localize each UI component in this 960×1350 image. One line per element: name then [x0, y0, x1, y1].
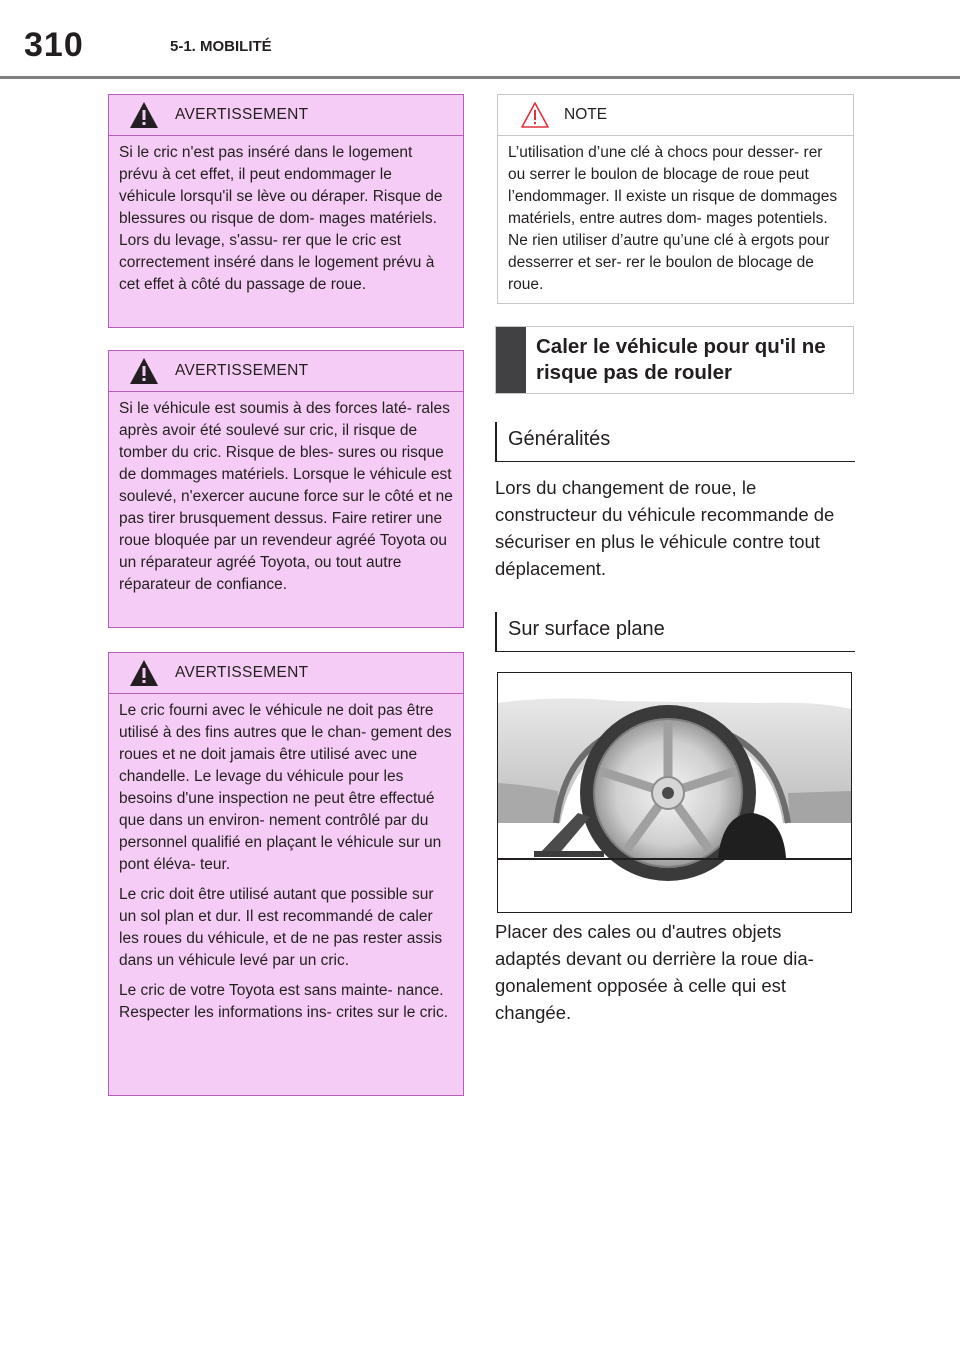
- note-title: NOTE: [564, 106, 608, 123]
- warning-paragraph: Le cric fourni avec le véhicule ne doit pas être utilisé à des fins autres que le chan- gement des roues et ne doit jamais être utilisé avec une chandelle. Le levage du véhicule pour les besoins d'une inspection ne peut être effectué que dans un environ- nement contrôlé par du personnel qualifié en plaçant le véhicule sur un pont éléva- teur.: [119, 702, 452, 873]
- subheading-generalites: [495, 422, 855, 462]
- section-heading-text: Caler le véhicule pour qu'il ne risque pas de rouler: [536, 335, 826, 384]
- generalites-paragraph: Lors du changement de roue, le constructeur du véhicule recommande de sécuriser en plus le véhicule contre tout déplacement.: [495, 477, 835, 579]
- warning-paragraph: Si le cric n'est pas inséré dans le logement prévu à cet effet, il peut endommager le véhicule lorsqu'il se lève ou déraper. Risque de blessures ou risque de dom- mages matériels. Lors du levage, s'assu- rer que le cric est correctement inséré dans le logement prévu à cet effet à côté du passage de roue.: [119, 144, 443, 293]
- warning-box-lateral-forces: [108, 350, 464, 628]
- note-box: [497, 94, 854, 304]
- note-text: L’utilisation d’une clé à chocs pour desser- rer ou serrer le boulon de blocage de roue peut l’endommager. Il existe un risque de dommages matériels, entre autres dom- mages potentiels. Ne rien utiliser d’autre qu’une clé à ergots pour desserrer et ser- rer le boulon de blocage de roue.: [508, 144, 838, 293]
- warning-header: [109, 351, 463, 392]
- chapter-title: 5-1. MOBILITÉ: [170, 38, 272, 55]
- warning-body: [109, 392, 463, 604]
- caution-triangle-icon: [520, 101, 550, 129]
- section-heading-bar: [496, 327, 526, 393]
- subheading-surface-plane: [495, 612, 855, 652]
- section-heading: [495, 326, 854, 394]
- warning-triangle-icon: [129, 101, 159, 129]
- warning-paragraph: Le cric doit être utilisé autant que possible sur un sol plan et dur. Il est recommandé de caler les roues du véhicule, et de ne pas rester assis dans un véhicule levé par un cric.: [119, 886, 443, 969]
- note-body: [498, 136, 853, 304]
- header-divider: [0, 76, 960, 79]
- warning-header: [109, 95, 463, 136]
- warning-box-jack-usage: [108, 652, 464, 1096]
- warning-header: [109, 653, 463, 694]
- warning-body: [109, 694, 463, 1032]
- page-header: [0, 0, 960, 80]
- note-header: [498, 95, 853, 136]
- wheel-chock-illustration: [497, 672, 852, 913]
- warning-title: AVERTISSEMENT: [175, 106, 309, 123]
- warning-triangle-icon: [129, 659, 159, 687]
- warning-paragraph: Le cric de votre Toyota est sans mainte- nance. Respecter les informations ins- crites sur le cric.: [119, 982, 449, 1021]
- page-number: 310: [24, 26, 84, 64]
- subheading-text: Sur surface plane: [508, 618, 665, 640]
- warning-title: AVERTISSEMENT: [175, 362, 309, 379]
- car-wheel-chock-image: [498, 673, 851, 912]
- warning-body: [109, 136, 463, 304]
- warning-box-jack-insertion: [108, 94, 464, 328]
- subheading-text: Généralités: [508, 428, 611, 450]
- figure-caption: Placer des cales ou d'autres objets adaptés devant ou derrière la roue dia- gonalement opposée à celle qui est changée.: [495, 921, 814, 1023]
- warning-paragraph: Si le véhicule est soumis à des forces laté- rales après avoir été soulevé sur cric, il risque de tomber du cric. Risque de bles- sures ou risque de dommages matériels. Lorsque le véhicule est soulevé, n'exercer aucune force sur le côté et ne pas tirer brusquement dessus. Faire retirer une roue bloquée par un revendeur agréé Toyota ou un réparateur agréé Toyota, ou tout autre réparateur de confiance.: [119, 400, 453, 593]
- warning-title: AVERTISSEMENT: [175, 664, 309, 681]
- warning-triangle-icon: [129, 357, 159, 385]
